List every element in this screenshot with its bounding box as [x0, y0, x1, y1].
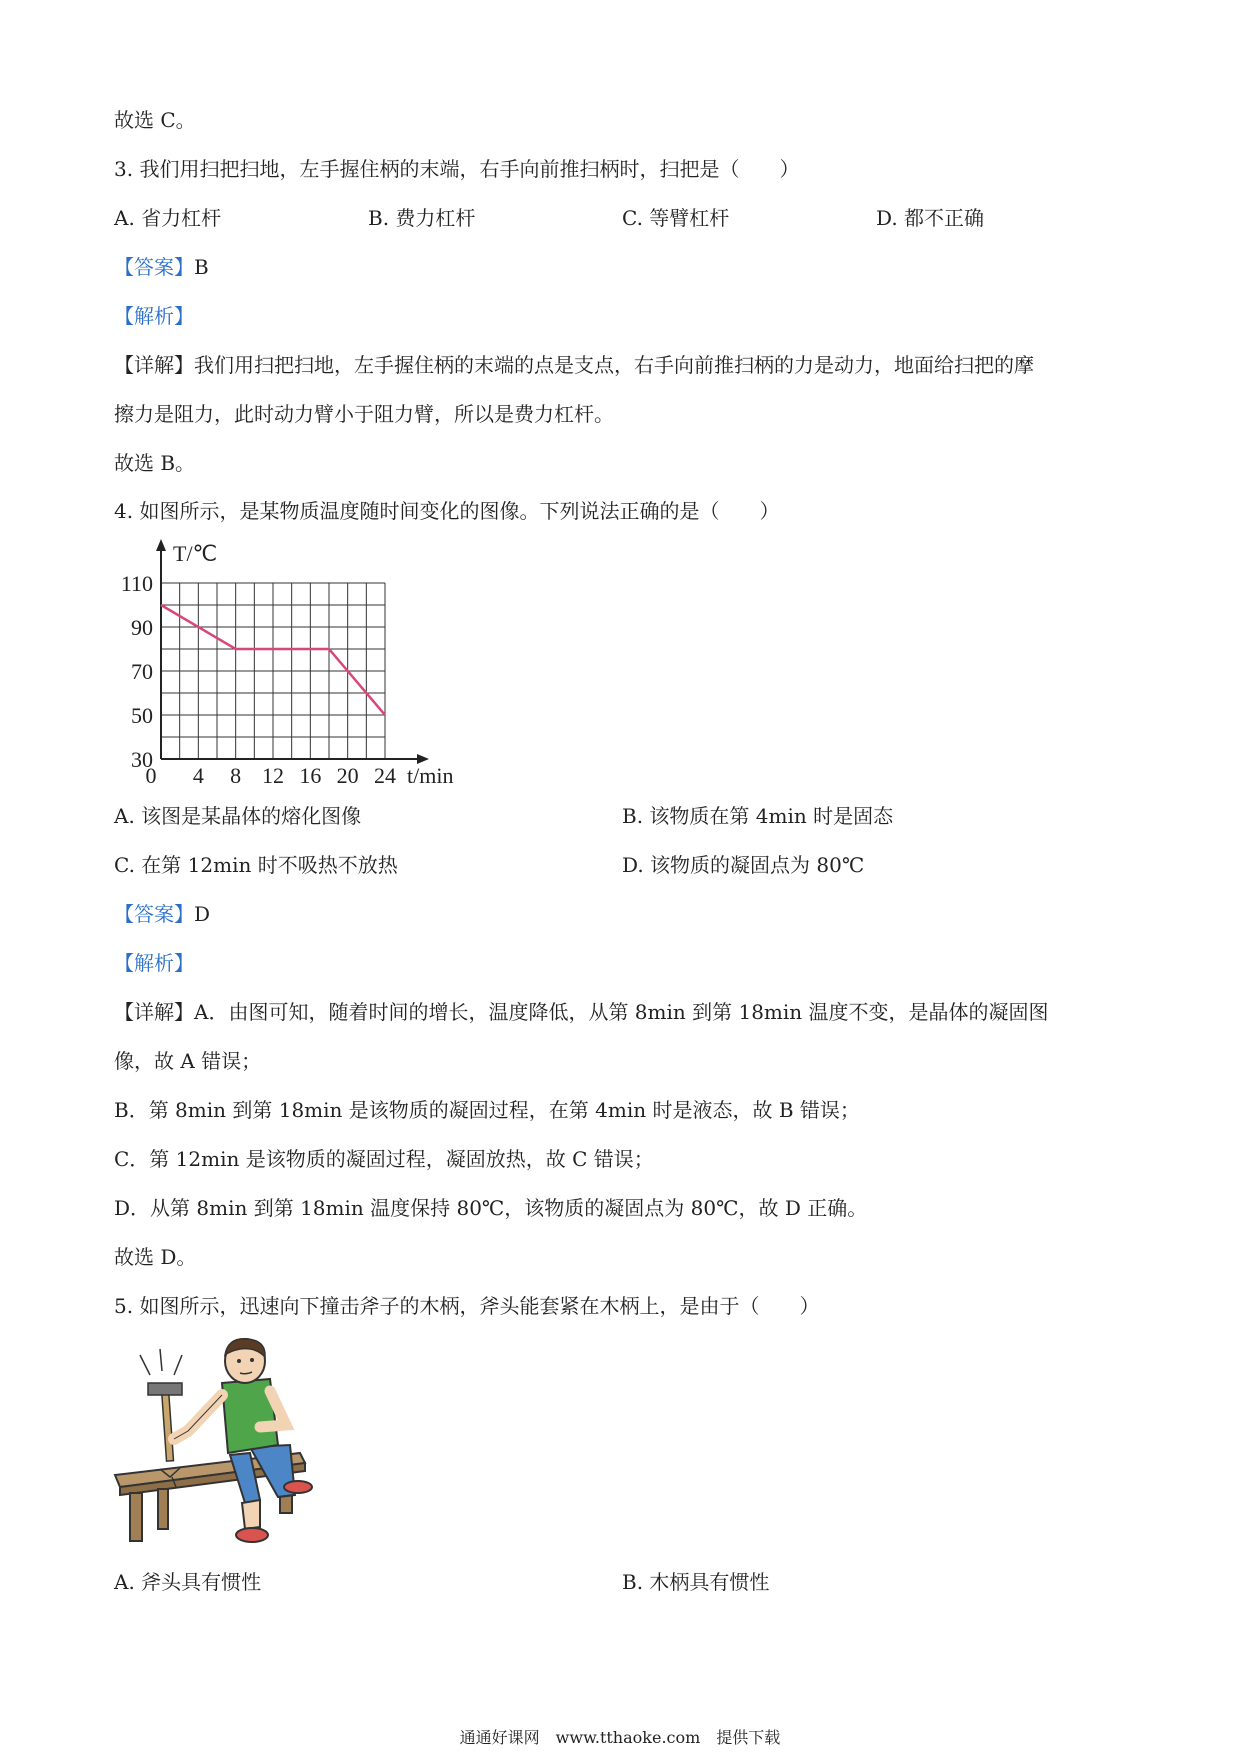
x-tick-label: 16	[299, 763, 322, 788]
q3-option-d: D. 都不正确	[876, 206, 985, 230]
x-tick-label: 20	[336, 763, 359, 788]
question-4: 4. 如图所示，是某物质温度随时间变化的图像。下列说法正确的是（ ）	[114, 499, 780, 523]
q4-detail-line-1	[114, 999, 1049, 1025]
q4-detail-line-3: B．第 8min 到第 18min 是该物质的凝固过程，在第 4min 时是液态，故 B 错误；	[114, 1098, 860, 1122]
chart-axes	[156, 539, 429, 764]
question-3: 3. 我们用扫把扫地，左手握住柄的末端，右手向前推扫柄时，扫把是（ ）	[114, 157, 800, 181]
q3-detail-line-1	[114, 352, 1034, 378]
x-tick-label: 8	[230, 763, 242, 788]
q4-detail-line-4: C．第 12min 是该物质的凝固过程，凝固放热，故 C 错误；	[114, 1147, 654, 1171]
detail-tag: 【详解】	[114, 1000, 194, 1024]
boy-hammer-bench-illustration	[110, 1335, 320, 1545]
y-axis-label: T/℃	[173, 541, 218, 566]
text-line: 故选 C。	[114, 108, 196, 132]
q3-answer	[114, 254, 209, 280]
q3-option-a: A. 省力杠杆	[114, 206, 222, 230]
answer-tag: 【答案】	[114, 902, 194, 926]
answer-value: D	[194, 902, 211, 926]
x-tick-label: 12	[262, 763, 284, 788]
y-tick-label: 30	[131, 747, 153, 772]
y-tick-label: 90	[131, 615, 153, 640]
detail-text: A．由图可知，随着时间的增长，温度降低，从第 8min 到第 18min 温度不变，是晶体的凝固图	[194, 1000, 1049, 1024]
analysis-tag: 【解析】	[114, 951, 194, 975]
detail-tag: 【详解】	[114, 353, 194, 377]
y-tick-label: 70	[131, 659, 153, 684]
q4-detail-line-5: D．从第 8min 到第 18min 温度保持 80℃，该物质的凝固点为 80℃，故 D 正确。	[114, 1196, 868, 1220]
temperature-time-graph	[100, 535, 480, 795]
q3-option-b: B. 费力杠杆	[368, 206, 476, 230]
chart-grid	[161, 583, 385, 759]
answer-value: B	[194, 255, 209, 279]
q3-choice: 故选 B。	[114, 451, 196, 475]
q5-option-b: B. 木柄具有惯性	[622, 1570, 770, 1594]
q4-detail-line-2: 像，故 A 错误；	[114, 1049, 262, 1073]
y-tick-label: 50	[131, 703, 153, 728]
x-tick-label: 24	[374, 763, 396, 788]
detail-text: 我们用扫把扫地，左手握住柄的末端的点是支点，右手向前推扫柄的力是动力，地面给扫把的摩	[194, 353, 1034, 377]
page-footer: 通通好课网 www.tthaoke.com 提供下载	[459, 1728, 781, 1747]
x-tick-label: 0	[145, 763, 157, 788]
q4-option-c: C. 在第 12min 时不吸热不放热	[114, 853, 398, 877]
q4-analysis-tag	[114, 950, 194, 976]
q3-detail-line-2: 擦力是阻力，此时动力臂小于阻力臂，所以是费力杠杆。	[114, 402, 614, 426]
question-5: 5. 如图所示，迅速向下撞击斧子的木柄，斧头能套紧在木柄上，是由于（ ）	[114, 1294, 820, 1318]
q5-option-a: A. 斧头具有惯性	[114, 1570, 262, 1594]
q4-option-b: B. 该物质在第 4min 时是固态	[622, 804, 894, 828]
answer-tag: 【答案】	[114, 255, 194, 279]
q4-answer	[114, 901, 210, 927]
y-tick-label: 110	[120, 571, 153, 596]
analysis-tag: 【解析】	[114, 304, 194, 328]
x-tick-label: 4	[192, 763, 204, 788]
y-axis-arrow	[156, 539, 166, 551]
q3-analysis-tag	[114, 303, 194, 329]
q3-option-c: C. 等臂杠杆	[622, 206, 730, 230]
x-axis-label: t/min	[407, 763, 454, 788]
q4-option-d: D. 该物质的凝固点为 80℃	[622, 853, 865, 877]
q4-choice: 故选 D。	[114, 1245, 197, 1269]
q4-option-a: A. 该图是某晶体的熔化图像	[114, 804, 362, 828]
